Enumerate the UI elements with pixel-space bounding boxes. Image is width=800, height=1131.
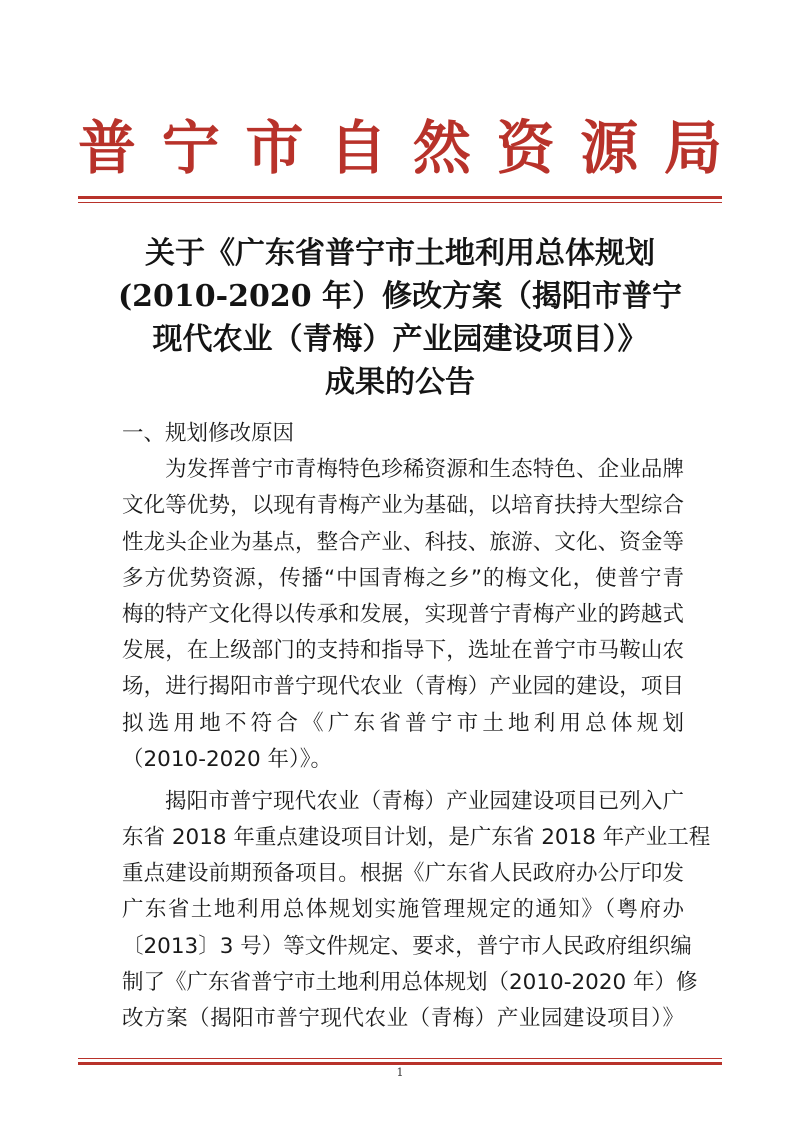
paragraph-line: 重点建设前期预备项目。根据《广东省人民政府办公厅印发 <box>122 861 684 887</box>
paragraph-line: 发展，在上级部门的支持和指导下，选址在普宁市马鞍山农 <box>122 638 684 664</box>
paragraph-line: 文化等优势，以现有青梅产业为基础，以培育扶持大型综合 <box>122 493 684 519</box>
masthead-org-name <box>78 108 722 188</box>
paragraph-line: 〔2013〕3 号）等文件规定、要求，普宁市人民政府组织编 <box>122 933 692 959</box>
paragraph-line: 多方优势资源，传播“中国青梅之乡”的梅文化，使普宁青 <box>122 565 684 591</box>
masthead-char: 宁 <box>161 114 220 182</box>
section-heading: 一、规划修改原因 <box>122 421 295 446</box>
masthead-char: 自 <box>329 114 388 182</box>
paragraph-line: （2010-2020 年）》。 <box>122 746 333 772</box>
paragraph-line: 场，进行揭阳市普宁现代农业（青梅）产业园的建设，项目 <box>122 674 684 700</box>
paragraph-line: 改方案（揭阳市普宁现代农业（青梅）产业园建设项目）》 <box>122 1006 684 1031</box>
masthead-char: 然 <box>412 114 471 182</box>
title-line: (2010-2020 年）修改方案（揭阳市普宁 <box>117 279 683 314</box>
paragraph-line: 性龙头企业为基点，整合产业、科技、旅游、文化、资金等 <box>122 529 684 555</box>
masthead-rule-thin <box>78 202 722 203</box>
masthead-rule-thick <box>78 196 722 199</box>
document-title <box>90 232 710 404</box>
page-number: 1 <box>396 1066 404 1079</box>
title-line: 现代农业（青梅）产业园建设项目）》 <box>152 322 648 357</box>
masthead-char: 源 <box>580 114 639 182</box>
masthead-char: 普 <box>78 114 137 182</box>
masthead-char: 资 <box>496 114 555 182</box>
paragraph-line: 为发挥普宁市青梅特色珍稀资源和生态特色、企业品牌 <box>165 457 684 483</box>
title-line: 成果的公告 <box>325 365 475 400</box>
footer-rule-thin <box>78 1058 722 1059</box>
document-body <box>122 416 711 1037</box>
paragraph-line: 梅的特产文化得以传承和发展，实现普宁青梅产业的跨越式 <box>122 601 684 627</box>
paragraph-line: 东省 2018 年重点建设项目计划，是广东省 2018 年产业工程 <box>122 825 711 851</box>
masthead-char: 市 <box>245 114 304 182</box>
paragraph-line: 广东省土地利用总体规划实施管理规定的通知》（粤府办 <box>122 897 684 923</box>
paragraph-line: 制了《广东省普宁市土地利用总体规划（2010-2020 年）修 <box>122 969 698 995</box>
paragraph-line: 拟选用地不符合《广东省普宁市土地利用总体规划 <box>122 710 684 736</box>
paragraph-line: 揭阳市普宁现代农业（青梅）产业园建设项目已列入广 <box>165 788 684 814</box>
title-line: 关于《广东省普宁市土地利用总体规划 <box>145 236 655 271</box>
masthead-char: 局 <box>663 114 722 182</box>
footer-rule-thick <box>78 1062 722 1065</box>
